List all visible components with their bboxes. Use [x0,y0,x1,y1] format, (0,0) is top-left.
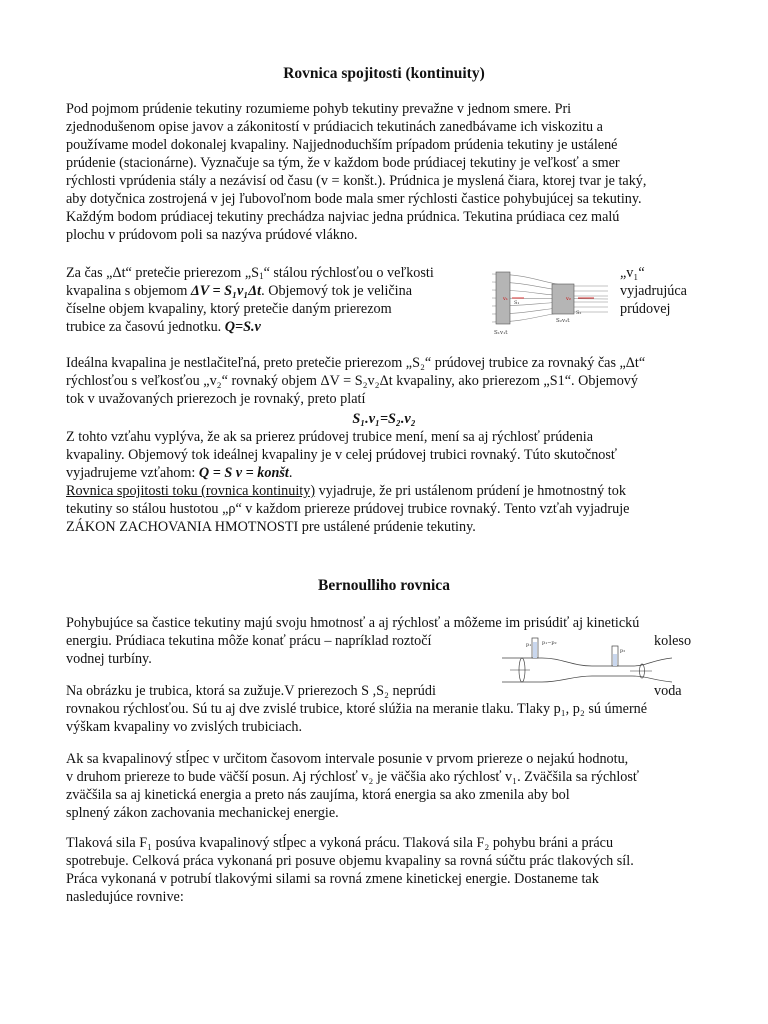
s2-label: S₂ [576,310,582,316]
text-line: vodnej turbíny. [66,651,152,667]
text-line: v druhom priereze to bude väčší posun. Aj rýchlosť v₂ je väčšia ako rýchlosť v₁. Zväčšila sa rýchlosť [66,769,639,785]
volume-formula: ΔV = S₁v₁Δt [190,283,262,299]
text-line: Práca vykonaná v potrubí tlakovými silami sa rovná zmene kinetickej energie. Dostaneme tak [66,871,599,887]
p2-label: p₂ [620,648,626,654]
continuity-equation: S₁.v₁=S₂.v₂ [352,411,416,427]
v2-label: v₂ [566,296,571,302]
section1-paragraph3 [66,354,702,408]
text-line: . [288,465,293,481]
s2v2t-label: S₂v₂t [556,318,570,324]
text-line: Tlaková sila F₁ posúva kvapalinový stĺpec a vykoná prácu. Tlaková sila F₂ pohybu bráni a prácu [66,835,614,851]
text-line: spotrebuje. Celková práca vykonaná pri posuve objemu kvapaliny sa rovná súčtu prác tlakových síl. [66,853,634,869]
text-line: „v₁“ [620,265,645,281]
text-line: kvapalina s objemom [66,283,191,299]
section2-paragraph1-right: koleso [654,633,692,649]
section1-paragraph1 [66,100,702,244]
text-line: Na obrázku je trubica, ktorá sa zužuje.V prierezoch S ,S₂ neprúdi [66,683,436,699]
text-line: kvapaliny. Objemový tok ideálnej kvapaliny je v celej prúdovej trubici rovnaký. Túto skutočnosť [66,447,617,463]
text-line: rýchlosti vprúdenia stály a nezávisí od času (v = konšt.). Prúdnica je myslená čiara, ktorej tvar je taký, [66,173,647,189]
text-line: používame model dokonalej kvapaliny. Najjednoduchším prípadom prúdenia tekutiny je ustálené [66,137,618,153]
delta-p-label: p₁−p₂ [542,640,557,646]
text-line: nasledujúce rovnive: [66,889,184,905]
text-line: prúdenie (stacionárne). Vyznačuje sa tým, že v každom bode prúdiacej tekutiny je veľkosť a smer [66,155,620,171]
text-line: Ideálna kvapalina je nestlačiteľná, preto pretečie prierezom „S₂“ prúdovej trubice za rovnaký čas „Δt“ [66,355,646,371]
section2-paragraph4 [66,834,702,906]
flow-tube-figure [490,266,610,336]
section1-paragraph4 [66,428,702,536]
flow-formula: Q=S.v [224,319,261,335]
text-line: číselne objem kvapaliny, ktorý pretečie daným prierezom [66,301,392,317]
text-line: zjednodušenom opise javov a zákonitostí v prúdiacich tekutinách zanedbávame ich viskozitu a [66,119,603,135]
section2-paragraph2 [66,682,702,736]
text-line: ZÁKON ZACHOVANIA HMOTNOSTI pre ustálené prúdenie tekutiny. [66,519,476,535]
text-line: energiu. Prúdiaca tekutina môže konať prácu – napríklad roztočí [66,633,432,649]
p1-label: p₁ [526,642,532,648]
text-line: aby dotyčnica zostrojená v jej ľubovoľnom bode mala smer rýchlosti častice pohybujúcej sa tekutiny. [66,191,642,207]
section1-paragraph2 [66,264,486,336]
constant-flow-formula: Q = S v = konšt [198,465,289,481]
text-line: vyjadrujeme vzťahom: [66,465,199,481]
section1-title: Rovnica spojitosti (kontinuity) [283,65,485,82]
text-line: Za čas „Δt“ pretečie prierezom „S [66,265,260,281]
subscript: 1 [259,271,264,281]
section2-title: Bernoulliho rovnica [318,577,450,594]
text-line: Z tohto vzťahu vyplýva, že ak sa prierez prúdovej trubice mení, mení sa aj rýchlosť prúdenia [66,429,594,445]
s1v1t-label: S₁v₁t [494,330,508,336]
text-line: tok v uvažovaných prierezoch je rovnaký, preto platí [66,391,366,407]
text-line: “ stálou rýchlosťou o veľkosti [263,265,434,281]
continuity-law-term: Rovnica spojitosti toku (rovnica kontinuity) [66,483,316,499]
text-line: trubice za časovú jednotku. [66,319,225,335]
text-line: prúdovej [620,301,671,317]
text-line: rýchlosťou s veľkosťou „v₂“ rovnaký objem ΔV = S₂v₂Δt kvapaliny, ako prierezom „S1“. Objemový [66,373,638,389]
text-line: Každým bodom prúdiacej tekutiny prechádza najviac jedna prúdnica. Tekutina prúdiaca cez malú [66,209,620,225]
text-line: . Objemový tok je veličina [261,283,413,299]
v1-label: v₁ [503,296,508,302]
text-line: Ak sa kvapalinový stĺpec v určitom časovom intervale posunie v prvom priereze o nejakú hodnotu, [66,751,629,767]
text-line: Pod pojmom prúdenie tekutiny rozumieme pohyb tekutiny prevažne v jednom smere. Pri [66,101,572,117]
section2-paragraph3 [66,750,702,822]
text-line: tekutiny so stálou hustotou „ρ“ v každom priereze prúdovej trubice rovnaký. Tento vzťah vyjadruje [66,501,630,517]
text-line: splnený zákon zachovania mechanickej energie. [66,805,339,821]
text-line: výškam kvapaliny vo zvislých trubiciach. [66,719,303,735]
text-line: Pohybujúce sa častice tekutiny majú svoju hmotnosť a aj rýchlosť a môžeme im prisúdiť aj kinetickú [66,615,640,631]
text-line: vyjadrujúca [620,283,687,299]
text-line: rovnakou rýchlosťou. Sú tu aj dve zvislé trubice, ktoré slúžia na meranie tlaku. Tlaky p₁, p₂ sú úmerné [66,701,648,717]
section1-paragraph2-right [620,264,687,318]
text-line: vyjadruje, že pri ustálenom prúdení je hmotnostný tok [315,483,626,499]
text-line: zväčšila sa aj kinetická energia a preto nás zaujíma, ktorá energia sa ako zmenila aby bol [66,787,570,803]
s1-label: S₁ [514,300,520,306]
section2-paragraph2-right: voda [654,683,682,699]
text-line: plochu v prúdovom poli sa nazýva prúdové vlákno. [66,227,358,243]
